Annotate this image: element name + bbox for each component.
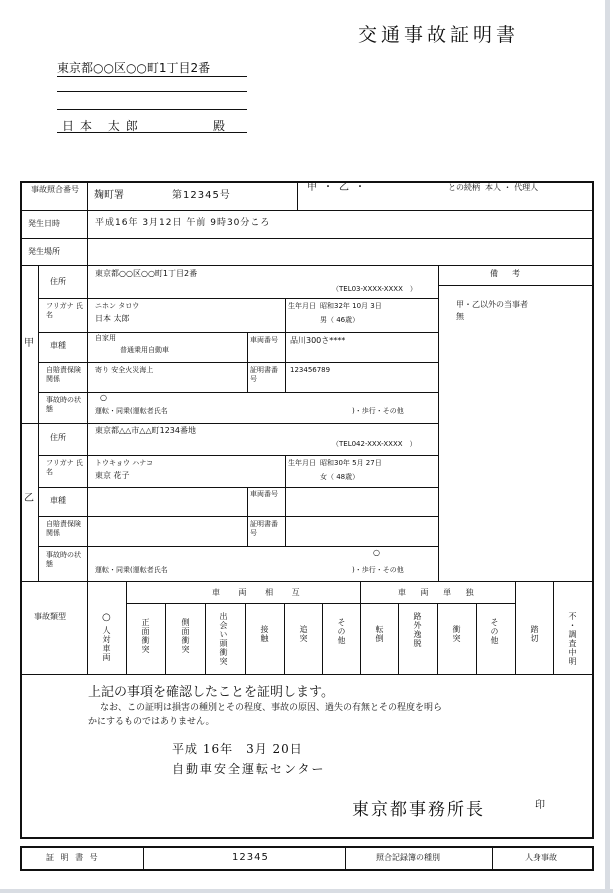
recipient-address: 東京都○○区○○町1丁目2番: [57, 59, 247, 77]
party-b-address-label: 住所: [50, 433, 66, 442]
accident-number: 第12345号: [172, 190, 231, 201]
party-a-birth-date: 昭和32年 10月 3日: [320, 302, 382, 310]
table-border-bottom: [20, 837, 594, 839]
col-line: [515, 581, 516, 674]
accident-type-single-item: 路外逸脱: [413, 612, 422, 648]
footer-border-top: [20, 846, 594, 848]
datetime-label: 発生日時: [28, 219, 60, 228]
col-line: [245, 603, 246, 674]
col-line: [284, 603, 285, 674]
accident-no-label: 事故照合番号: [31, 185, 79, 194]
party-a-address-label: 住所: [50, 277, 66, 286]
accident-type-person-vehicle: 人対車両: [102, 626, 111, 662]
accident-type-mutual-item: 追突: [299, 625, 308, 643]
row-line: [20, 423, 438, 424]
col-line: [297, 181, 298, 210]
party-a-cert-no: 123456789: [290, 366, 331, 374]
footer-cert-no: 12345: [232, 852, 269, 863]
footer-cert-label: 証 明 書 号: [46, 853, 100, 862]
recipient-honorific: 殿: [213, 119, 226, 133]
remarks-line-1: 甲・乙以外の当事者: [456, 300, 528, 309]
col-line: [285, 487, 286, 546]
party-b-phone: （TEL042-XXX-XXXX ）: [332, 440, 417, 448]
row-line: [20, 674, 594, 675]
remarks-line-2: 無: [456, 312, 464, 321]
party-a-marker: 甲: [24, 338, 34, 349]
col-line: [126, 581, 127, 674]
station-name: 麹町署: [94, 190, 124, 201]
footer-border-bottom: [20, 869, 594, 871]
party-b-status-mark: ○: [373, 548, 380, 557]
issuing-center: 自動車安全運転センター: [172, 762, 326, 776]
footer-category-label: 照合記録簿の種別: [376, 853, 440, 862]
issue-date: 平成 16年 3月 20日: [172, 742, 303, 756]
document-title: 交通事故証明書: [358, 24, 520, 46]
certification-note-2: かにするものではありません。: [88, 717, 215, 727]
col-line: [360, 581, 361, 674]
party-a-status-label: 事故時の状態: [46, 396, 81, 413]
party-a-cert-label: 証明書番号: [250, 366, 278, 383]
relation-options: 本人 ・ 代理人: [485, 183, 539, 192]
party-b-name-label: フリガナ 氏名: [46, 459, 83, 476]
col-line: [437, 603, 438, 674]
certification-statement: 上記の事項を確認したことを証明します。: [88, 685, 334, 700]
accident-type-mutual-item: 正面衝突: [141, 618, 150, 654]
party-b-vehicle-label: 車種: [50, 496, 66, 505]
party-b-furigana: トウキョウ ハナコ: [95, 459, 153, 467]
address-blank-line: [57, 108, 247, 110]
relation-label: との続柄: [448, 183, 480, 192]
party-a-furigana: ニホン タロウ: [95, 302, 140, 310]
party-b-insurance-label: 自賠責保険関係: [46, 520, 81, 537]
row-line: [438, 285, 594, 286]
recipient-name: 日本 太郎: [62, 119, 144, 133]
party-a-status-text: 運転・同乗(運転者氏名: [95, 407, 168, 415]
footer-col-line: [492, 846, 493, 871]
row-line: [38, 298, 438, 299]
row-line: [38, 455, 438, 456]
party-b-name: 東京 花子: [95, 471, 130, 480]
row-line: [38, 487, 438, 488]
party-a-plate-label: 車両番号: [250, 336, 278, 344]
row-line: [20, 581, 594, 582]
col-line: [476, 603, 477, 674]
party-a-sex-age: 男（ 46歳）: [320, 316, 360, 324]
signer-title: 東京都事務所長: [352, 800, 485, 820]
page-right-border: [605, 0, 610, 893]
party-a-name-label: フリガナ 氏名: [46, 302, 83, 319]
accident-type-mutual-item: その他: [337, 618, 346, 645]
accident-type-unknown: 不・調査中明: [568, 612, 577, 666]
col-line: [285, 332, 286, 392]
party-a-status-mark: ○: [100, 393, 107, 402]
footer-border-right: [592, 846, 594, 871]
footer-col-line: [345, 846, 346, 871]
footer-col-line: [143, 846, 144, 871]
party-a-vehicle-label: 車種: [50, 341, 66, 350]
address-blank-line: [57, 90, 247, 92]
party-b-plate-label: 車両番号: [250, 490, 278, 498]
party-a-vehicle-type: 自家用: [95, 334, 116, 342]
accident-type-single-item: 転倒: [375, 625, 384, 643]
party-b-status-text: 運転・同乗(運転者氏名: [95, 566, 168, 574]
party-b-birth-date: 昭和30年 5月 27日: [320, 459, 382, 467]
vehicle-mutual-header: 車 両 相 互: [212, 588, 308, 597]
page-bottom-border: [0, 889, 613, 893]
accident-type-mutual-item: 接触: [260, 625, 269, 643]
col-line: [87, 181, 88, 266]
party-b-status-tail: )・歩行・その他: [352, 566, 404, 574]
party-a-name: 日本 太郎: [95, 314, 130, 323]
recipient-underline: [57, 131, 247, 133]
col-line: [322, 603, 323, 674]
row-line: [38, 546, 438, 547]
party-b-birth-label: 生年月日: [288, 459, 316, 467]
party-b-sex-age: 女（ 48歳）: [320, 473, 360, 481]
col-line: [285, 298, 286, 332]
table-border-right: [592, 181, 594, 839]
parties-label: 甲・乙・: [307, 182, 371, 193]
row-line: [38, 332, 438, 333]
vehicle-single-header: 車 両 単 独: [398, 588, 480, 597]
col-line: [247, 487, 248, 546]
table-border-left: [20, 181, 22, 839]
accident-type-mutual-item: 出会い頭衝突: [219, 612, 228, 666]
party-b-status-label: 事故時の状態: [46, 551, 81, 568]
seal-mark: 印: [535, 800, 545, 811]
row-line: [20, 238, 594, 239]
row-line: [126, 603, 515, 604]
footer-border-left: [20, 846, 22, 871]
row-line: [20, 210, 594, 211]
footer-category: 人身事故: [525, 853, 557, 862]
accident-type-single-item: 衝突: [452, 625, 461, 643]
party-a-address: 東京都○○区○○町1丁目2番: [95, 269, 198, 278]
row-line: [38, 362, 438, 363]
party-a-phone: （TEL03-XXXX-XXXX ）: [332, 285, 417, 293]
party-b-address: 東京都△△市△△町1234番地: [95, 426, 196, 435]
accident-type-mark: ○: [102, 612, 111, 623]
party-a-vehicle-detail: 普通乗用自動車: [120, 346, 169, 354]
place-label: 発生場所: [28, 247, 60, 256]
accident-type-label: 事故類型: [34, 612, 66, 621]
col-line: [247, 332, 248, 392]
party-b-marker: 乙: [24, 493, 34, 504]
party-a-status-tail: )・歩行・その他: [352, 407, 404, 415]
row-line: [20, 265, 594, 266]
party-a-plate: 品川300さ****: [290, 336, 346, 345]
col-line: [438, 265, 439, 581]
party-a-insurance-label: 自賠責保険関係: [46, 366, 81, 383]
row-line: [38, 392, 438, 393]
party-a-birth-label: 生年月日: [288, 302, 316, 310]
col-line: [205, 603, 206, 674]
party-a-insurance: 寄り 安全火災海上: [95, 366, 154, 374]
certification-note-1: なお、この証明は損害の種別とその程度、事故の原因、過失の有無とその程度を明ら: [100, 703, 443, 713]
col-line: [285, 455, 286, 487]
row-line: [38, 516, 438, 517]
remarks-header: 備 考: [490, 269, 523, 278]
datetime-value: 平成16年 3月12日 午前 9時30分ころ: [95, 218, 271, 228]
accident-type-train: 踏切: [530, 625, 539, 643]
party-b-cert-label: 証明書番号: [250, 520, 278, 537]
col-line: [165, 603, 166, 674]
col-line: [87, 581, 88, 674]
col-line: [553, 581, 554, 674]
accident-type-single-item: その他: [490, 618, 499, 645]
accident-type-mutual-item: 側面衝突: [181, 618, 190, 654]
col-line: [398, 603, 399, 674]
